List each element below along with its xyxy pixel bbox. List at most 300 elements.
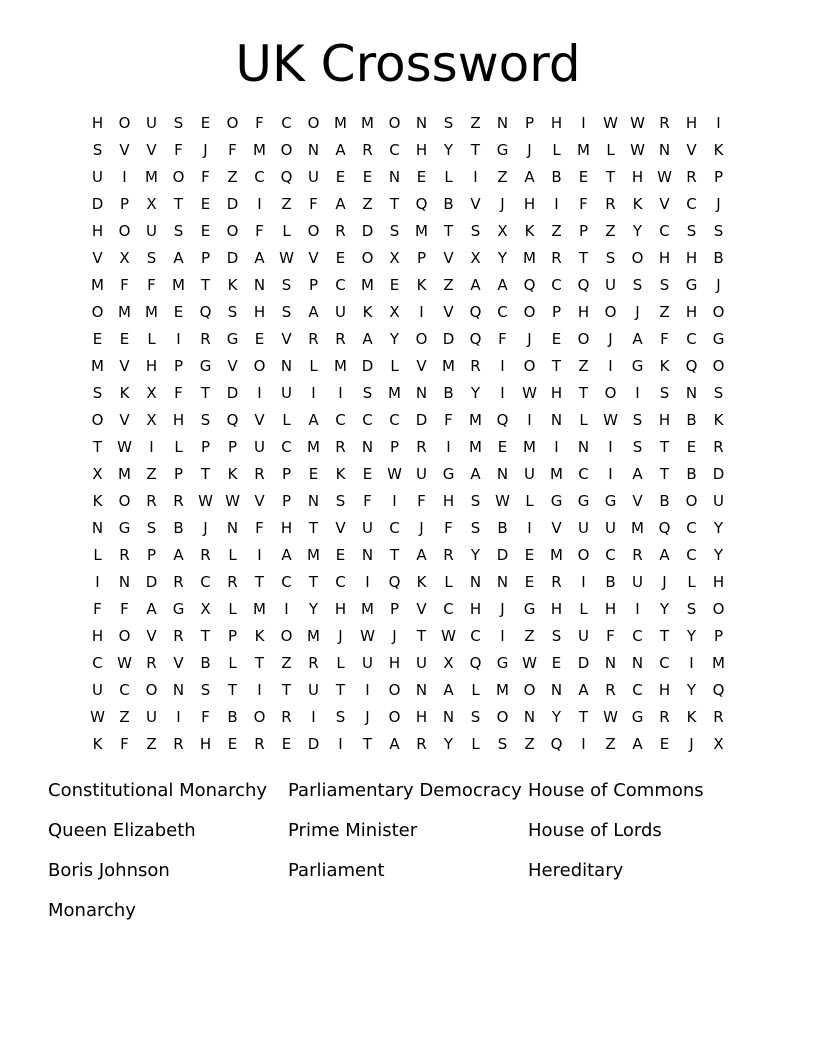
grid-letter: O [253,357,266,375]
grid-letter: H [658,411,671,429]
grid-row [84,677,732,704]
grid-letter: S [470,708,481,726]
grid-letter: Z [146,735,157,753]
grid-letter: M [550,465,563,483]
grid-letter: B [605,573,616,591]
grid-letter: V [173,654,184,672]
grid-letter: P [146,546,157,564]
grid-letter: I [365,681,370,699]
grid-letter: C [335,573,346,591]
grid-letter: I [419,303,424,321]
grid-letter: C [578,465,589,483]
grid-letter: M [253,141,266,159]
grid-letter: N [496,114,509,132]
grid-letter: L [309,357,318,375]
grid-letter: C [362,411,373,429]
grid-letter: X [146,195,157,213]
grid-letter: R [200,330,211,348]
grid-letter: R [200,546,211,564]
grid-letter: D [226,195,239,213]
grid-letter: U [605,519,616,537]
grid-letter: O [91,411,104,429]
grid-row [84,299,732,326]
grid-letter: I [311,708,316,726]
grid-letter: F [444,411,453,429]
grid-row [84,542,732,569]
grid-letter: H [91,114,104,132]
grid-letter: R [173,735,184,753]
grid-letter: U [146,222,157,240]
grid-letter: F [174,384,183,402]
grid-letter: W [360,627,375,645]
grid-letter: T [254,573,265,591]
grid-letter: R [686,168,697,186]
grid-letter: B [551,168,562,186]
grid-letter: E [227,735,238,753]
grid-letter: R [146,654,157,672]
grid-letter: M [118,303,131,321]
grid-letter: L [228,546,237,564]
word-list-item: Hereditary [528,860,624,881]
grid-letter: S [92,141,103,159]
grid-letter: B [443,195,454,213]
grid-row [84,704,732,731]
grid-letter: T [335,681,346,699]
grid-letter: N [118,573,131,591]
grid-letter: F [579,195,588,213]
grid-letter: P [173,465,184,483]
grid-letter: J [203,519,208,537]
grid-letter: F [606,627,615,645]
grid-letter: R [308,330,319,348]
grid-letter: G [712,330,725,348]
grid-letter: Y [659,600,670,618]
grid-letter: Q [685,357,698,375]
grid-letter: B [686,465,697,483]
grid-letter: W [90,708,105,726]
grid-letter: I [635,600,640,618]
grid-letter: C [281,114,292,132]
grid-letter: M [145,303,158,321]
grid-letter: O [388,681,401,699]
grid-letter: M [253,600,266,618]
grid-letter: F [228,141,237,159]
grid-letter: O [415,330,428,348]
grid-letter: K [335,465,346,483]
grid-letter: W [117,654,132,672]
page-title: UK Crossword [235,35,581,93]
grid-letter: N [361,438,374,456]
grid-letter: I [122,168,127,186]
grid-letter: K [227,276,238,294]
grid-letter: Y [308,600,319,618]
grid-letter: H [712,573,725,591]
grid-letter: J [500,600,505,618]
grid-letter: H [550,600,563,618]
grid-letter: L [228,654,237,672]
grid-letter: I [257,546,262,564]
grid-letter: T [227,681,238,699]
grid-letter: X [713,735,724,753]
grid-letter: H [415,141,428,159]
grid-letter: Q [415,195,428,213]
grid-letter: A [146,600,157,618]
grid-letter: T [659,627,670,645]
grid-row [84,191,732,218]
grid-letter: A [335,141,346,159]
grid-letter: R [605,681,616,699]
grid-letter: V [470,195,481,213]
grid-letter: L [228,600,237,618]
grid-letter: T [281,681,292,699]
grid-letter: F [309,195,318,213]
grid-letter: N [415,384,428,402]
grid-letter: T [470,141,481,159]
grid-letter: A [362,330,373,348]
grid-letter: A [173,546,184,564]
grid-letter: H [91,627,104,645]
grid-letter: N [658,141,671,159]
word-list-item: Parliamentary Democracy [288,780,522,801]
grid-letter: M [631,519,644,537]
grid-letter: N [577,438,590,456]
grid-letter: A [659,546,670,564]
grid-row [84,218,732,245]
grid-letter: H [523,195,536,213]
grid-letter: P [713,168,724,186]
grid-letter: T [389,546,400,564]
grid-letter: P [389,600,400,618]
grid-letter: P [281,492,292,510]
grid-letter: S [659,276,670,294]
grid-letter: H [199,735,212,753]
grid-letter: Z [443,276,454,294]
grid-letter: U [362,654,373,672]
grid-letter: K [416,573,427,591]
grid-letter: I [608,357,613,375]
grid-letter: Z [578,357,589,375]
grid-letter: I [581,735,586,753]
grid-letter: S [146,519,157,537]
grid-letter: G [442,465,455,483]
grid-letter: A [308,411,319,429]
grid-row [84,272,732,299]
grid-letter: S [200,681,211,699]
grid-letter: Z [146,465,157,483]
grid-letter: D [712,465,725,483]
grid-letter: O [226,222,239,240]
grid-letter: Z [119,708,130,726]
word-list [48,778,768,938]
grid-letter: W [603,708,618,726]
grid-letter: C [632,681,643,699]
grid-letter: A [524,168,535,186]
grid-letter: Q [469,330,482,348]
grid-letter: C [335,411,346,429]
grid-letter: I [581,114,586,132]
grid-letter: M [361,600,374,618]
grid-letter: W [279,249,294,267]
grid-letter: B [659,492,670,510]
grid-letter: F [120,600,129,618]
grid-letter: Z [470,114,481,132]
grid-letter: I [95,573,100,591]
grid-letter: H [469,600,482,618]
grid-letter: T [389,195,400,213]
grid-letter: R [443,546,454,564]
grid-letter: G [631,708,644,726]
grid-letter: N [469,573,482,591]
grid-letter: A [416,546,427,564]
grid-letter: M [307,546,320,564]
grid-letter: K [524,222,535,240]
grid-letter: M [550,546,563,564]
grid-letter: R [335,330,346,348]
grid-letter: N [415,114,428,132]
grid-letter: T [443,222,454,240]
grid-letter: S [632,276,643,294]
grid-letter: E [254,330,265,348]
grid-letter: Z [362,195,373,213]
grid-letter: U [578,627,589,645]
grid-letter: S [146,249,157,267]
grid-letter: G [496,141,509,159]
grid-letter: U [146,114,157,132]
grid-letter: T [659,465,670,483]
grid-letter: H [91,222,104,240]
grid-letter: Q [469,654,482,672]
grid-letter: U [92,168,103,186]
grid-row [84,434,732,461]
grid-letter: I [581,573,586,591]
grid-letter: V [146,141,157,159]
word-list-item: House of Lords [528,820,662,841]
grid-letter: F [120,735,129,753]
grid-letter: V [119,357,130,375]
grid-letter: D [496,546,509,564]
grid-letter: K [92,492,103,510]
word-list-item: Boris Johnson [48,860,170,881]
grid-letter: P [389,438,400,456]
grid-letter: T [605,168,616,186]
grid-letter: V [551,519,562,537]
grid-letter: X [389,249,400,267]
grid-letter: V [146,627,157,645]
grid-letter: O [523,303,536,321]
grid-letter: L [471,681,480,699]
grid-letter: I [392,492,397,510]
grid-letter: U [335,303,346,321]
grid-letter: L [471,735,480,753]
grid-letter: R [173,627,184,645]
grid-letter: T [200,384,211,402]
grid-letter: P [551,303,562,321]
grid-letter: D [361,357,374,375]
grid-letter: P [227,627,238,645]
grid-letter: A [497,276,508,294]
grid-letter: X [119,249,130,267]
grid-letter: T [200,276,211,294]
grid-letter: L [444,168,453,186]
grid-letter: A [443,681,454,699]
grid-letter: B [497,519,508,537]
grid-letter: I [473,168,478,186]
grid-letter: L [606,141,615,159]
grid-letter: S [686,222,697,240]
grid-letter: M [523,249,536,267]
grid-letter: R [254,465,265,483]
grid-row [84,650,732,677]
grid-letter: D [361,222,374,240]
grid-letter: C [254,168,265,186]
grid-letter: Q [226,411,239,429]
grid-letter: A [470,276,481,294]
grid-letter: P [200,249,211,267]
grid-letter: X [389,303,400,321]
grid-letter: I [635,384,640,402]
grid-letter: Y [713,546,724,564]
grid-letter: F [255,114,264,132]
grid-letter: G [226,330,239,348]
grid-row [84,245,732,272]
grid-letter: M [172,276,185,294]
grid-letter: L [687,573,696,591]
grid-letter: S [92,384,103,402]
grid-letter: U [578,519,589,537]
grid-letter: R [605,195,616,213]
grid-letter: M [415,222,428,240]
grid-letter: L [525,492,534,510]
grid-letter: K [362,303,373,321]
grid-letter: H [550,114,563,132]
grid-letter: H [685,249,698,267]
grid-letter: O [91,303,104,321]
grid-letter: O [604,303,617,321]
grid-letter: I [500,357,505,375]
grid-letter: S [713,222,724,240]
grid-letter: D [577,654,590,672]
grid-letter: H [253,303,266,321]
grid-letter: M [388,384,401,402]
grid-letter: O [712,303,725,321]
grid-letter: L [282,411,291,429]
grid-letter: F [147,276,156,294]
grid-letter: I [338,384,343,402]
grid-row [84,731,732,758]
grid-row [84,596,732,623]
grid-letter: J [203,141,208,159]
grid-letter: S [632,438,643,456]
grid-letter: R [659,114,670,132]
grid-letter: D [91,195,104,213]
grid-letter: E [551,330,562,348]
grid-letter: D [226,384,239,402]
grid-letter: O [280,141,293,159]
grid-letter: J [338,627,343,645]
grid-letter: P [713,627,724,645]
grid-letter: T [416,627,427,645]
grid-letter: U [524,465,535,483]
grid-letter: O [118,114,131,132]
grid-letter: M [307,438,320,456]
grid-letter: G [631,357,644,375]
grid-letter: V [308,249,319,267]
grid-letter: W [117,438,132,456]
grid-letter: U [254,438,265,456]
grid-letter: B [200,654,211,672]
grid-letter: B [173,519,184,537]
grid-letter: I [257,681,262,699]
grid-letter: V [443,303,454,321]
grid-letter: S [173,114,184,132]
grid-letter: B [686,411,697,429]
grid-letter: U [308,681,319,699]
grid-letter: W [387,465,402,483]
grid-letter: E [659,735,670,753]
grid-letter: C [659,654,670,672]
grid-letter: O [631,249,644,267]
grid-letter: N [388,168,401,186]
grid-letter: C [389,519,400,537]
grid-letter: T [659,438,670,456]
grid-letter: H [145,357,158,375]
grid-letter: Q [496,411,509,429]
grid-letter: X [200,600,211,618]
grid-letter: Z [551,222,562,240]
grid-letter: M [523,438,536,456]
grid-letter: B [713,249,724,267]
grid-letter: U [92,681,103,699]
grid-letter: A [632,735,643,753]
grid-letter: S [335,492,346,510]
grid-letter: E [200,222,211,240]
grid-letter: R [173,492,184,510]
grid-letter: K [659,357,670,375]
grid-letter: A [308,303,319,321]
grid-letter: J [500,195,505,213]
grid-letter: E [308,465,319,483]
grid-letter: Y [470,546,481,564]
grid-letter: H [280,519,293,537]
grid-letter: N [253,276,266,294]
grid-letter: Z [659,303,670,321]
grid-letter: P [281,465,292,483]
grid-letter: C [92,654,103,672]
grid-letter: M [334,114,347,132]
grid-letter: V [686,141,697,159]
grid-letter: J [392,627,397,645]
grid-letter: D [145,573,158,591]
grid-letter: I [176,708,181,726]
grid-letter: O [253,708,266,726]
grid-letter: S [200,411,211,429]
grid-letter: Q [469,303,482,321]
grid-letter: I [608,465,613,483]
grid-letter: E [362,465,373,483]
grid-letter: R [281,708,292,726]
grid-letter: Q [550,735,563,753]
grid-letter: W [495,492,510,510]
grid-letter: J [527,141,532,159]
grid-letter: Y [686,681,697,699]
grid-letter: F [255,222,264,240]
grid-letter: N [442,708,455,726]
grid-letter: O [118,492,131,510]
grid-letter: V [119,411,130,429]
grid-letter: B [443,384,454,402]
grid-letter: E [173,303,184,321]
grid-letter: F [174,141,183,159]
